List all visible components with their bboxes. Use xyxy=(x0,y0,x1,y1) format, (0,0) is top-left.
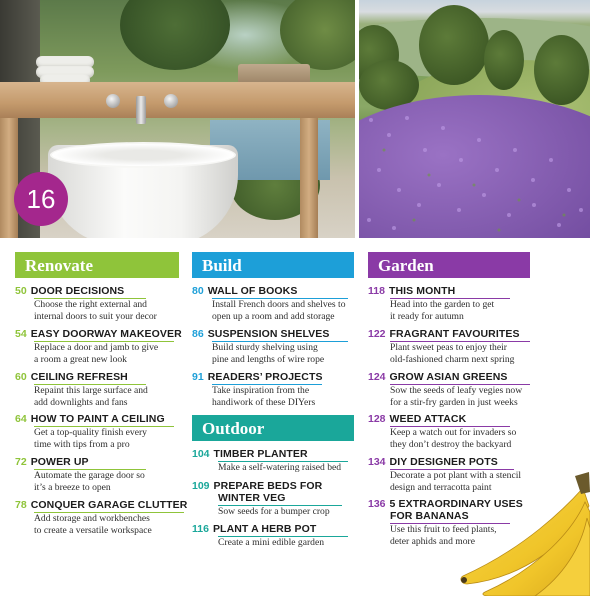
page-ref: 104 xyxy=(192,448,210,460)
toc-entry-easy-doorway-makeover[interactable] xyxy=(15,328,183,365)
entry-desc: Take inspiration from the xyxy=(212,385,310,396)
page-ref: 136 xyxy=(368,498,386,510)
entry-desc: Use this fruit to feed plants, xyxy=(390,524,497,535)
entry-title: WALL OF BOOKS xyxy=(207,285,298,297)
entry-title: THIS MONTH xyxy=(388,285,456,297)
page-ref: 134 xyxy=(368,456,386,468)
entry-desc: Build sturdy shelving using xyxy=(212,342,318,353)
entry-desc: to create a versatile workspace xyxy=(34,524,152,536)
toc-entry-prepare-beds-for-winter-veg[interactable] xyxy=(192,480,362,518)
entry-title: HOW TO PAINT A CEILING xyxy=(30,413,165,425)
entry-desc: it ready for autumn xyxy=(390,310,464,322)
entry-desc: Sow the seeds of leafy vegies now xyxy=(390,385,523,396)
page-ref: 72 xyxy=(15,456,27,468)
entry-title: 5 EXTRAORDINARY USES xyxy=(389,498,523,510)
entry-desc: Repaint this large surface and xyxy=(34,385,148,396)
entry-desc: a room a great new look xyxy=(34,353,127,365)
entry-title: EASY DOORWAY MAKEOVER xyxy=(30,328,182,340)
page-ref: 128 xyxy=(368,413,386,425)
entry-desc: Make a self-watering raised bed xyxy=(218,462,342,473)
toc-entry-this-month[interactable] xyxy=(368,285,558,322)
garden-heading: Garden xyxy=(378,256,434,275)
entry-title: PREPARE BEDS FOR xyxy=(213,480,323,492)
entry-desc: Choose the right external and xyxy=(34,299,147,310)
page-ref: 118 xyxy=(368,285,385,297)
toc-entry-readers-projects[interactable] xyxy=(192,371,362,408)
toc-entry-grow-asian-greens[interactable] xyxy=(368,371,558,408)
timber-post xyxy=(300,118,318,238)
toc-entry-timber-planter[interactable] xyxy=(192,448,362,474)
entry-desc: Keep a watch out for invaders so xyxy=(390,427,517,438)
stone-bowl xyxy=(238,64,310,84)
banana-tip xyxy=(461,577,467,583)
entry-desc: for a stir-fry garden in just weeks xyxy=(390,396,518,408)
page-ref: 64 xyxy=(15,413,27,425)
page-number-badge: 16 xyxy=(14,172,68,226)
tap-spout xyxy=(136,96,146,124)
toc-entry-plant-a-herb-pot[interactable] xyxy=(192,523,362,549)
entry-desc: open up a room and add storage xyxy=(212,310,335,322)
entry-desc: it’s a breeze to open xyxy=(34,481,111,493)
bananas-photo xyxy=(455,468,590,596)
entry-title: GROW ASIAN GREENS xyxy=(389,371,508,383)
page-ref: 122 xyxy=(368,328,386,340)
entry-title: POWER UP xyxy=(30,456,89,468)
banana-stem xyxy=(575,472,590,494)
entry-desc: Sow seeds for a bumper crop xyxy=(218,506,330,517)
build-heading: Build xyxy=(202,256,242,275)
page-ref: 109 xyxy=(192,480,210,492)
tap-handle xyxy=(164,94,178,108)
entry-desc: internal doors to suit your decor xyxy=(34,310,157,322)
tap-handle xyxy=(106,94,120,108)
toc-entry-ceiling-refresh[interactable] xyxy=(15,371,183,408)
toc-entry-weed-attack[interactable] xyxy=(368,413,558,450)
entry-title-line2: WINTER VEG xyxy=(218,492,286,504)
entry-title: WEED ATTACK xyxy=(389,413,467,425)
toc-entry-power-up[interactable] xyxy=(15,456,183,493)
page-ref: 50 xyxy=(15,285,27,297)
entry-desc: old-fashioned charm next spring xyxy=(390,353,515,365)
flower-texture xyxy=(359,0,590,238)
entry-title: CONQUER GARAGE CLUTTER xyxy=(30,499,188,511)
entry-title: PLANT A HERB POT xyxy=(212,523,317,535)
page-ref: 78 xyxy=(15,499,27,511)
page-ref: 91 xyxy=(192,371,204,383)
entry-title: DIY DESIGNER POTS xyxy=(389,456,498,468)
bathroom-basin-photo xyxy=(0,0,355,238)
page-ref: 54 xyxy=(15,328,27,340)
toc-entry-wall-of-books[interactable] xyxy=(192,285,362,322)
page-ref: 80 xyxy=(192,285,204,297)
lavender-hillside-photo xyxy=(359,0,590,238)
entry-desc: they don’t destroy the backyard xyxy=(390,438,512,450)
toc-entry-how-to-paint-a-ceiling[interactable] xyxy=(15,413,183,450)
outdoor-heading: Outdoor xyxy=(202,419,265,438)
entry-desc: deter aphids and more xyxy=(390,535,475,547)
entry-desc: design and terracotta paint xyxy=(390,481,492,493)
entry-title: SUSPENSION SHELVES xyxy=(207,328,330,340)
entry-desc: Create a mini edible garden xyxy=(218,537,325,548)
entry-desc: handiwork of these DIYers xyxy=(212,396,316,408)
entry-desc: Get a top-quality finish every xyxy=(34,427,147,438)
page-ref: 116 xyxy=(192,523,209,535)
entry-desc: Head into the garden to get xyxy=(390,299,495,310)
entry-desc: Decorate a pot plant with a stencil xyxy=(390,470,522,481)
page-ref: 86 xyxy=(192,328,204,340)
entry-desc: time with tips from a pro xyxy=(34,438,130,450)
entry-desc: pine and lengths of wire rope xyxy=(212,353,325,365)
entry-title: READERS’ PROJECTS xyxy=(207,371,323,383)
basin-rim xyxy=(50,142,236,168)
toc-entry-door-decisions[interactable] xyxy=(15,285,183,322)
entry-desc: Automate the garage door so xyxy=(34,470,145,481)
entry-desc: Add storage and workbenches xyxy=(34,513,150,524)
entry-title: DOOR DECISIONS xyxy=(30,285,125,297)
renovate-heading: Renovate xyxy=(25,256,93,275)
entry-title: FRAGRANT FAVOURITES xyxy=(389,328,520,340)
page-ref: 124 xyxy=(368,371,386,383)
toc-entry-conquer-garage-clutter[interactable] xyxy=(15,499,188,536)
page-ref: 60 xyxy=(15,371,27,383)
entry-desc: Replace a door and jamb to give xyxy=(34,342,159,353)
entry-title-line2: FOR BANANAS xyxy=(390,510,469,522)
timber-post xyxy=(0,118,18,238)
entry-title: TIMBER PLANTER xyxy=(213,448,308,460)
entry-desc: Install French doors and shelves to xyxy=(212,299,346,310)
toc-entry-suspension-shelves[interactable] xyxy=(192,328,362,365)
entry-title: CEILING REFRESH xyxy=(30,371,128,383)
toc-entry-fragrant-favourites[interactable] xyxy=(368,328,558,365)
entry-desc: add downlights and fans xyxy=(34,396,128,408)
entry-desc: Plant sweet peas to enjoy their xyxy=(390,342,507,353)
